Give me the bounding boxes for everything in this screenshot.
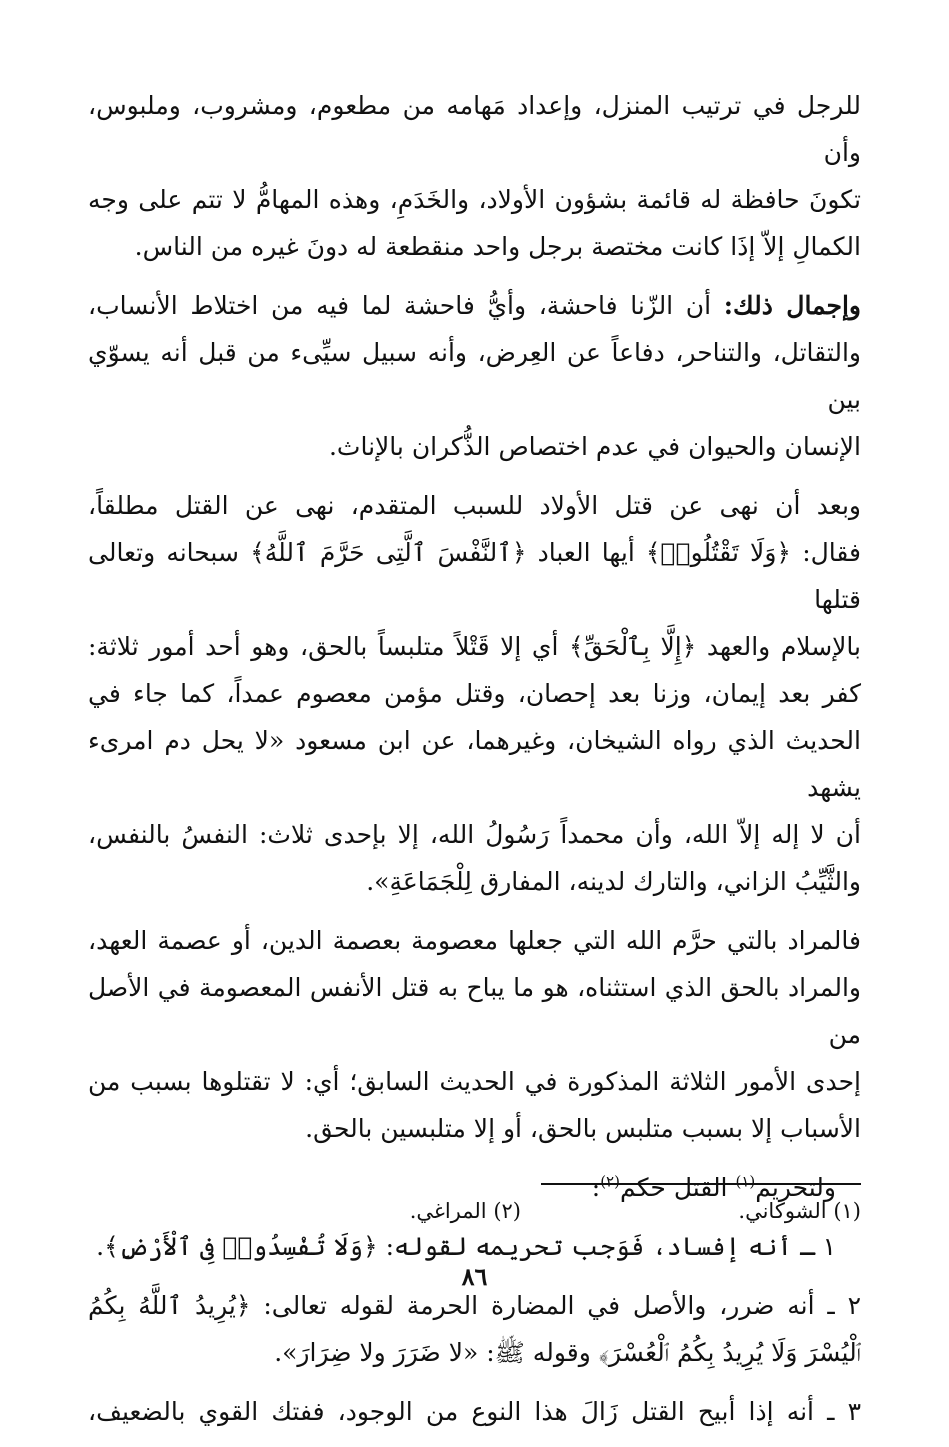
text-line: وبعد أن نهى عن قتل الأولاد للسبب المتقدم، نهى عن القتل مطلقاً،	[88, 491, 861, 520]
point-2	[88, 1282, 861, 1376]
text-line: والتقاتل، والتناحر، دفاعاً عن العِرض، وأنه سبيل سيِّىء من قبل أنه يسوّي بين	[88, 338, 861, 414]
text-line: ٢ ـ أنه ضرر، والأصل في المضارة الحرمة لقوله تعالى: ﴿يُرِيدُ ٱللَّهُ بِكُمُ	[88, 1291, 861, 1320]
text-line: والمراد بالحق الذي استثناه، هو ما يباح به قتل الأنفس المعصومة في الأصل من	[88, 973, 861, 1049]
paragraph-household	[88, 82, 861, 270]
page-number: ٨٦	[461, 1262, 488, 1291]
text-line: بالإسلام والعهد ﴿إِلَّا بِٱلْحَقِّ﴾ أي إلا قَتْلاً متلبساً بالحق، وهو أحد أمور ثلاثة:	[88, 632, 861, 661]
text-line: الأسباب إلا بسبب متلبس بالحق، أو إلا متلبسين بالحق.	[305, 1114, 861, 1143]
text-fragment: القتل حكم	[619, 1173, 736, 1202]
text-line	[88, 282, 861, 329]
footnotes	[88, 1196, 861, 1226]
text-line: والثَّيِّبُ الزاني، والتارك لدينه، المفارق لِلْجَمَاعَةِ».	[366, 867, 861, 896]
paragraph-meaning	[88, 917, 861, 1152]
text-line: فالمراد بالتي حرَّم الله التي جعلها معصومة بعصمة الدين، أو عصمة العهد،	[88, 926, 861, 955]
text-line: الحديث الذي رواه الشيخان، وغيرهما، عن ابن مسعود «لا يحل دم امرىء يشهد	[88, 726, 861, 802]
text-line: فقال: ﴿وَلَا تَقْتُلُوا۟﴾ أيها العباد ﴿ٱلنَّفْسَ ٱلَّتِى حَرَّمَ ٱللَّهُ﴾ سبحانه وتعالى قتلها	[88, 538, 861, 614]
paragraph-killing-prohibition	[88, 482, 861, 905]
text-line: ٱلْيُسْرَ وَلَا يُرِيدُ بِكُمُ ٱلْعُسْرَ﴾ وقوله ﷺ: «لا ضَرَرَ ولا ضِرَارَ».	[274, 1338, 861, 1367]
point-3	[88, 1388, 861, 1435]
paragraph-summary	[88, 282, 861, 470]
footnote-ref-2[interactable]: (٢)	[600, 1172, 620, 1191]
text-line: الإنسان والحيوان في عدم اختصاص الذُّكران بالإناث.	[328, 432, 861, 461]
page-body	[88, 82, 861, 1447]
footnote-divider	[541, 1183, 861, 1185]
text-fragment: ولتحريم	[755, 1173, 836, 1202]
footnote-ref-1[interactable]: (١)	[735, 1172, 756, 1191]
text-line: ٣ ـ أنه إذا أبيح القتل زَالَ هذا النوع من الوجود، ففتك القوي بالضعيف،	[88, 1397, 861, 1426]
text-fragment: :	[591, 1173, 601, 1202]
footnote-1: (١) الشوكاني.	[738, 1199, 861, 1223]
text-fragment: أن الزّنا فاحشة، وأيُّ فاحشة لما فيه من اختلاط الأنساب،	[88, 291, 724, 320]
text-line: إحدى الأمور الثلاثة المذكورة في الحديث السابق؛ أي: لا تقتلوها بسبب من	[88, 1067, 861, 1096]
text-line: كفر بعد إيمان، وزنا بعد إحصان، وقتل مؤمن معصوم عمداً، كما جاء في	[88, 679, 861, 708]
text-line: أن لا إله إلاّ الله، وأن محمداً رَسُولُ الله، إلا بإحدى ثلاث: النفسُ بالنفس،	[88, 820, 861, 849]
text-fragment: ١ ـ أنه إفساد، فَوَجب تحريمه لقوله: ﴿وَلَا تُفْسِدُوا۟ فِى ٱلْأَرْضِ﴾.	[96, 1232, 836, 1261]
text-line: الكمالِ إلاّ إذَا كانت مختصة برجل واحد منقطعة له دونَ غيره من الناس.	[134, 232, 861, 261]
footnote-2: (٢) المراغي.	[409, 1199, 521, 1223]
text-line: تكونَ حافظة له قائمة بشؤون الأولاد، والخَدَمِ، وهذه المهامُّ لا تتم على وجه	[88, 185, 861, 214]
text-line: للرجل في ترتيب المنزل، وإعداد مَهامه من مطعوم، ومشروب، وملبوس، وأن	[88, 91, 861, 167]
paragraph-lead: وإجمال ذلك:	[723, 291, 861, 320]
